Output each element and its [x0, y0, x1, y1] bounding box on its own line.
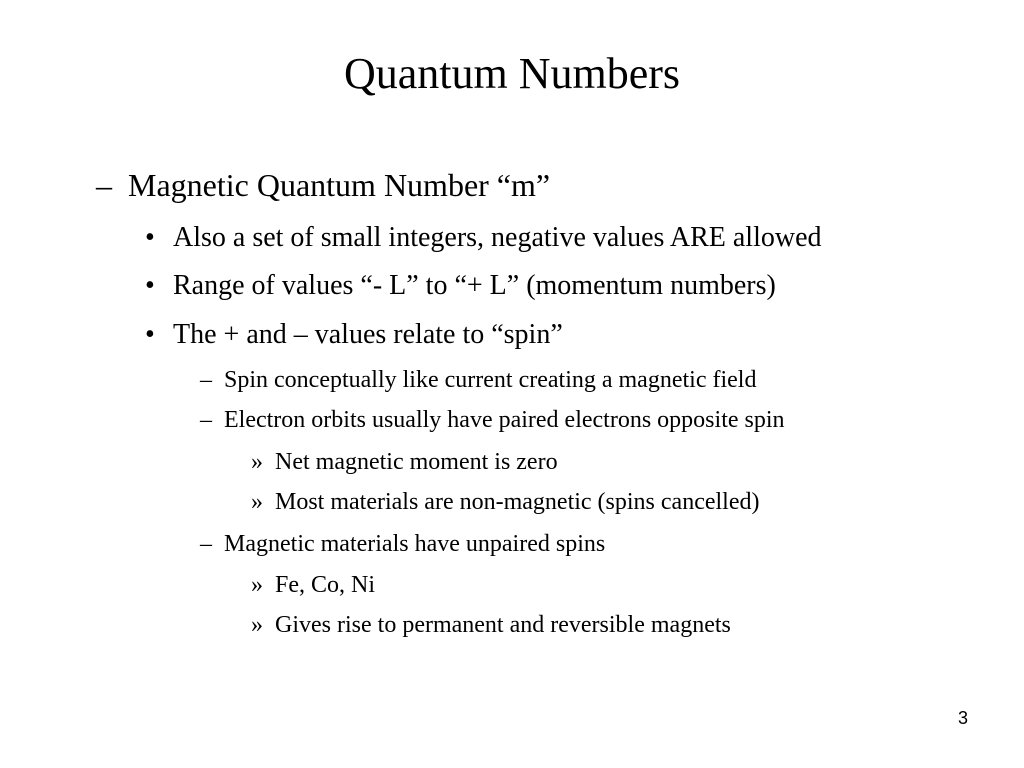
dot-marker: •: [145, 319, 155, 350]
dash-marker: –: [96, 167, 112, 203]
bullet-level3: [200, 364, 757, 396]
chevron-marker: »: [251, 612, 263, 638]
page-number: 3: [957, 708, 968, 728]
bullet-level4: [251, 569, 376, 601]
bullet-level2: [145, 268, 776, 304]
chevron-marker: »: [251, 449, 263, 475]
dot-marker: •: [145, 270, 155, 301]
slide-title: Quantum Numbers: [343, 49, 681, 98]
bullet-level4: [251, 446, 558, 478]
bullet-level4: [251, 486, 760, 518]
bullet-text: Magnetic Quantum Number “m”: [128, 167, 551, 203]
bullet-text: Also a set of small integers, negative values ARE allowed: [173, 222, 822, 253]
bullet-text: Spin conceptually like current creating a magnetic field: [224, 367, 757, 393]
bullet-level4: [251, 609, 731, 641]
dash-marker: –: [200, 367, 212, 393]
chevron-marker: »: [251, 489, 263, 515]
bullet-text: Magnetic materials have unpaired spins: [224, 531, 606, 557]
bullet-text: Fe, Co, Ni: [275, 572, 376, 598]
bullet-text: Range of values “- L” to “+ L” (momentum numbers): [173, 270, 776, 301]
bullet-level3: [200, 528, 606, 560]
bullet-level1: [96, 165, 551, 205]
bullet-level2: [145, 317, 563, 353]
bullet-text: Most materials are non-magnetic (spins cancelled): [275, 489, 760, 515]
bullet-text: Gives rise to permanent and reversible magnets: [275, 612, 731, 638]
dash-marker: –: [200, 531, 212, 557]
bullet-text: Electron orbits usually have paired electrons opposite spin: [224, 407, 785, 433]
bullet-text: The + and – values relate to “spin”: [173, 319, 563, 350]
bullet-level2: [145, 220, 822, 256]
bullet-level3: [200, 404, 785, 436]
dot-marker: •: [145, 222, 155, 253]
chevron-marker: »: [251, 572, 263, 598]
bullet-text: Net magnetic moment is zero: [275, 449, 558, 475]
dash-marker: –: [200, 407, 212, 433]
